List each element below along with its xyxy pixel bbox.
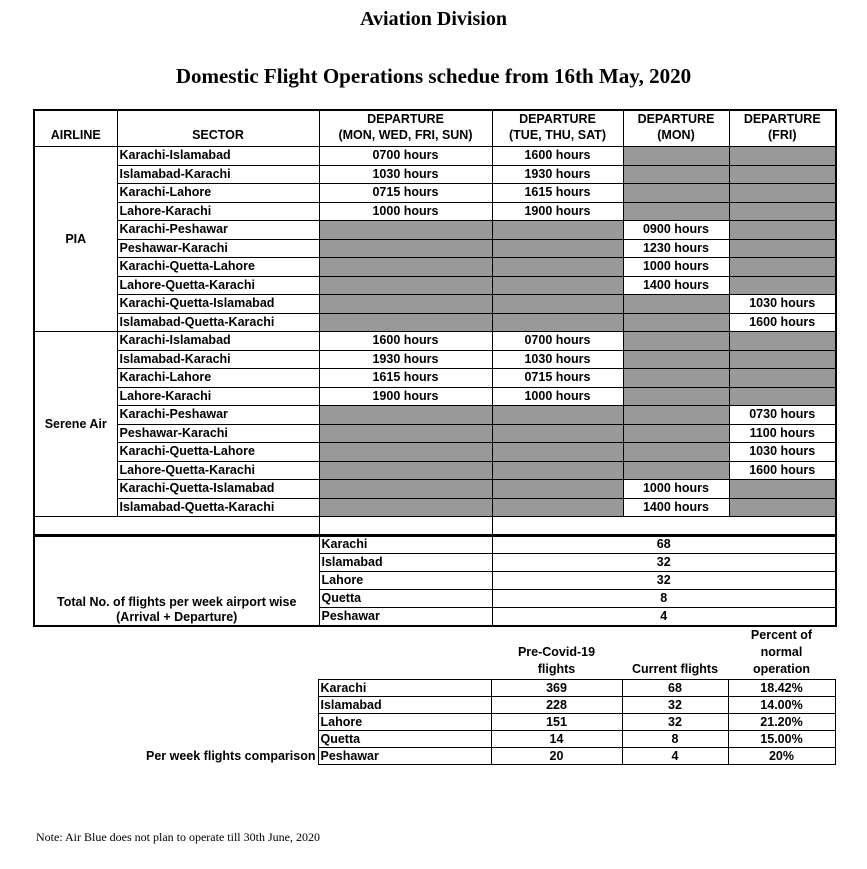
- header-dep2-days: (TUE, THU, SAT): [509, 128, 606, 142]
- header-pre-line2: flights: [537, 662, 576, 676]
- airport-name: Karachi: [319, 535, 492, 554]
- unavailable-cell: [623, 443, 729, 462]
- unavailable-cell: [492, 424, 623, 443]
- sector-cell: Peshawar-Karachi: [117, 424, 319, 443]
- header-dep4-label: DEPARTURE: [743, 112, 821, 126]
- sector-cell: Karachi-Islamabad: [117, 332, 319, 351]
- header-pre-line1: Pre-Covid-19: [517, 645, 596, 659]
- sector-cell: Lahore-Karachi: [117, 387, 319, 406]
- comparison-row: [117, 731, 835, 748]
- schedule-row: [34, 221, 836, 240]
- pre-covid-count: 20: [491, 748, 622, 765]
- unavailable-cell: [492, 258, 623, 277]
- unavailable-cell: [623, 424, 729, 443]
- unavailable-cell: [729, 202, 836, 221]
- schedule-row: [34, 350, 836, 369]
- header-pct-line2: normal: [760, 645, 803, 659]
- flight-count: 32: [492, 554, 836, 572]
- unavailable-cell: [623, 406, 729, 425]
- header-sector: SECTOR: [117, 110, 319, 147]
- sector-cell: Islamabad-Karachi: [117, 165, 319, 184]
- comparison-header-row: [117, 627, 835, 680]
- airport-name: Lahore: [319, 572, 492, 590]
- departure-time-cell: 1400 hours: [623, 276, 729, 295]
- unavailable-cell: [492, 443, 623, 462]
- header-dep3: [623, 110, 729, 147]
- unavailable-cell: [729, 221, 836, 240]
- unavailable-cell: [492, 461, 623, 480]
- departure-time-cell: 1230 hours: [623, 239, 729, 258]
- schedule-row: [34, 480, 836, 499]
- flight-count: 32: [492, 572, 836, 590]
- departure-time-cell: 1000 hours: [319, 202, 492, 221]
- departure-time-cell: 1600 hours: [729, 461, 836, 480]
- airline-name: Serene Air: [34, 332, 117, 517]
- pre-covid-count: 151: [491, 714, 622, 731]
- schedule-row: [34, 461, 836, 480]
- airport-name: Karachi: [318, 680, 491, 697]
- unavailable-cell: [729, 498, 836, 517]
- totals-row: [34, 535, 836, 554]
- sector-cell: Peshawar-Karachi: [117, 239, 319, 258]
- unavailable-cell: [623, 147, 729, 166]
- unavailable-cell: [492, 480, 623, 499]
- unavailable-cell: [729, 276, 836, 295]
- schedule-row: [34, 406, 836, 425]
- header-dep1-label: DEPARTURE: [367, 112, 444, 126]
- departure-time-cell: 1000 hours: [492, 387, 623, 406]
- sector-cell: Karachi-Peshawar: [117, 221, 319, 240]
- departure-time-cell: 0715 hours: [319, 184, 492, 203]
- percent-normal: 18.42%: [728, 680, 835, 697]
- header-dep2: [492, 110, 623, 147]
- unavailable-cell: [319, 313, 492, 332]
- totals-label: [34, 535, 319, 626]
- sector-cell: Karachi-Quetta-Islamabad: [117, 480, 319, 499]
- unavailable-cell: [492, 276, 623, 295]
- current-count: 8: [622, 731, 728, 748]
- departure-time-cell: 1000 hours: [623, 258, 729, 277]
- departure-time-cell: 1030 hours: [729, 295, 836, 314]
- header-pre-covid: [491, 627, 622, 680]
- unavailable-cell: [492, 221, 623, 240]
- schedule-row: [34, 202, 836, 221]
- sector-cell: Lahore-Quetta-Karachi: [117, 461, 319, 480]
- schedule-row: [34, 369, 836, 388]
- header-dep1: [319, 110, 492, 147]
- departure-time-cell: 1030 hours: [492, 350, 623, 369]
- departure-time-cell: 1000 hours: [623, 480, 729, 499]
- unavailable-cell: [729, 258, 836, 277]
- departure-time-cell: 1600 hours: [319, 332, 492, 351]
- header-dep3-days: (MON): [657, 128, 695, 142]
- unavailable-cell: [492, 313, 623, 332]
- airport-name: Lahore: [318, 714, 491, 731]
- departure-time-cell: 1615 hours: [492, 184, 623, 203]
- airport-name: Islamabad: [319, 554, 492, 572]
- unavailable-cell: [623, 313, 729, 332]
- header-dep2-label: DEPARTURE: [519, 112, 596, 126]
- sector-cell: Lahore-Karachi: [117, 202, 319, 221]
- header-pct-line3: operation: [753, 662, 810, 676]
- schedule-row: [34, 313, 836, 332]
- sector-cell: Karachi-Lahore: [117, 369, 319, 388]
- unavailable-cell: [319, 461, 492, 480]
- departure-time-cell: 1600 hours: [729, 313, 836, 332]
- comparison-table: [117, 627, 836, 765]
- sector-cell: Karachi-Islamabad: [117, 147, 319, 166]
- departure-time-cell: 1615 hours: [319, 369, 492, 388]
- sector-cell: Karachi-Quetta-Lahore: [117, 443, 319, 462]
- schedule-table: [33, 109, 837, 537]
- departure-time-cell: 1900 hours: [492, 202, 623, 221]
- airport-name: Quetta: [318, 731, 491, 748]
- airport-name: Quetta: [319, 590, 492, 608]
- departure-time-cell: 1030 hours: [729, 443, 836, 462]
- departure-time-cell: 0900 hours: [623, 221, 729, 240]
- current-count: 32: [622, 714, 728, 731]
- departure-time-cell: 0700 hours: [319, 147, 492, 166]
- page-title: Aviation Division: [360, 8, 507, 30]
- totals-table: [33, 534, 837, 627]
- header-airline: AIRLINE: [34, 110, 117, 147]
- comparison-label-empty: [117, 714, 318, 731]
- percent-normal: 21.20%: [728, 714, 835, 731]
- header-pct-line1: Percent of: [750, 628, 813, 642]
- schedule-row: [34, 498, 836, 517]
- schedule-row: [34, 295, 836, 314]
- unavailable-cell: [729, 332, 836, 351]
- airport-name: Peshawar: [318, 748, 491, 765]
- departure-time-cell: 0730 hours: [729, 406, 836, 425]
- percent-normal: 14.00%: [728, 697, 835, 714]
- schedule-row: [34, 332, 836, 351]
- unavailable-cell: [319, 424, 492, 443]
- spacer-cell: [34, 517, 319, 536]
- unavailable-cell: [729, 387, 836, 406]
- flight-count: 4: [492, 608, 836, 627]
- sector-cell: Karachi-Quetta-Lahore: [117, 258, 319, 277]
- departure-time-cell: 0700 hours: [492, 332, 623, 351]
- percent-normal: 20%: [728, 748, 835, 765]
- schedule-row: [34, 147, 836, 166]
- percent-normal: 15.00%: [728, 731, 835, 748]
- sector-cell: Islamabad-Quetta-Karachi: [117, 313, 319, 332]
- unavailable-cell: [623, 350, 729, 369]
- spacer-cell: [319, 517, 492, 536]
- sector-cell: Islamabad-Quetta-Karachi: [117, 498, 319, 517]
- comparison-row: [117, 680, 835, 697]
- airport-name: Islamabad: [318, 697, 491, 714]
- comparison-row: [117, 714, 835, 731]
- header-dep1-days: (MON, WED, FRI, SUN): [338, 128, 473, 142]
- unavailable-cell: [729, 369, 836, 388]
- schedule-row: [34, 387, 836, 406]
- schedule-row: [34, 258, 836, 277]
- schedule-row: [34, 165, 836, 184]
- current-count: 68: [622, 680, 728, 697]
- schedule-row: [34, 443, 836, 462]
- unavailable-cell: [492, 239, 623, 258]
- unavailable-cell: [319, 258, 492, 277]
- departure-time-cell: 1400 hours: [623, 498, 729, 517]
- comparison-header-empty: [117, 627, 318, 680]
- unavailable-cell: [492, 498, 623, 517]
- header-current: Current flights: [631, 662, 719, 676]
- schedule-row: [34, 184, 836, 203]
- unavailable-cell: [319, 239, 492, 258]
- schedule-row: [34, 239, 836, 258]
- departure-time-cell: 1600 hours: [492, 147, 623, 166]
- unavailable-cell: [623, 202, 729, 221]
- spacer-cell: [492, 517, 836, 536]
- current-count: 4: [622, 748, 728, 765]
- unavailable-cell: [729, 147, 836, 166]
- footnote: Note: Air Blue does not plan to operate till 30th June, 2020: [36, 830, 320, 844]
- unavailable-cell: [319, 221, 492, 240]
- totals-label-line1: Total No. of flights per week airport wise: [57, 595, 297, 609]
- comparison-label: Per week flights comparison: [146, 748, 316, 763]
- page-subtitle: Domestic Flight Operations schedue from 16th May, 2020: [175, 64, 692, 88]
- departure-time-cell: 1100 hours: [729, 424, 836, 443]
- unavailable-cell: [492, 295, 623, 314]
- unavailable-cell: [623, 387, 729, 406]
- schedule-row: [34, 276, 836, 295]
- airport-name: Peshawar: [319, 608, 492, 627]
- unavailable-cell: [623, 165, 729, 184]
- flight-count: 68: [492, 535, 836, 554]
- sector-cell: Karachi-Quetta-Islamabad: [117, 295, 319, 314]
- comparison-header-empty-2: [318, 627, 491, 680]
- header-percent: [728, 627, 835, 680]
- unavailable-cell: [729, 350, 836, 369]
- unavailable-cell: [623, 461, 729, 480]
- unavailable-cell: [623, 369, 729, 388]
- pre-covid-count: 228: [491, 697, 622, 714]
- unavailable-cell: [623, 295, 729, 314]
- airline-name: PIA: [34, 147, 117, 332]
- unavailable-cell: [729, 165, 836, 184]
- unavailable-cell: [729, 239, 836, 258]
- unavailable-cell: [623, 184, 729, 203]
- departure-time-cell: 0715 hours: [492, 369, 623, 388]
- spacer-row: [34, 517, 836, 536]
- departure-time-cell: 1930 hours: [319, 350, 492, 369]
- totals-label-line2: (Arrival + Departure): [116, 610, 238, 624]
- unavailable-cell: [319, 498, 492, 517]
- unavailable-cell: [492, 406, 623, 425]
- comparison-label-empty: [117, 731, 318, 748]
- header-dep3-label: DEPARTURE: [637, 112, 715, 126]
- sector-cell: Lahore-Quetta-Karachi: [117, 276, 319, 295]
- comparison-label-empty: [117, 697, 318, 714]
- schedule-row: [34, 424, 836, 443]
- unavailable-cell: [319, 406, 492, 425]
- sector-cell: Karachi-Lahore: [117, 184, 319, 203]
- current-count: 32: [622, 697, 728, 714]
- unavailable-cell: [623, 332, 729, 351]
- unavailable-cell: [319, 443, 492, 462]
- header-dep4-days: (FRI): [768, 128, 797, 142]
- sector-cell: Karachi-Peshawar: [117, 406, 319, 425]
- comparison-row: [117, 697, 835, 714]
- departure-time-cell: 1030 hours: [319, 165, 492, 184]
- pre-covid-count: 369: [491, 680, 622, 697]
- schedule-header-row: [34, 110, 836, 147]
- sector-cell: Islamabad-Karachi: [117, 350, 319, 369]
- comparison-row: [117, 748, 835, 765]
- departure-time-cell: 1930 hours: [492, 165, 623, 184]
- header-dep4: [729, 110, 836, 147]
- unavailable-cell: [319, 480, 492, 499]
- departure-time-cell: 1900 hours: [319, 387, 492, 406]
- flight-count: 8: [492, 590, 836, 608]
- comparison-label-empty: [117, 680, 318, 697]
- unavailable-cell: [729, 480, 836, 499]
- unavailable-cell: [319, 295, 492, 314]
- pre-covid-count: 14: [491, 731, 622, 748]
- unavailable-cell: [319, 276, 492, 295]
- unavailable-cell: [729, 184, 836, 203]
